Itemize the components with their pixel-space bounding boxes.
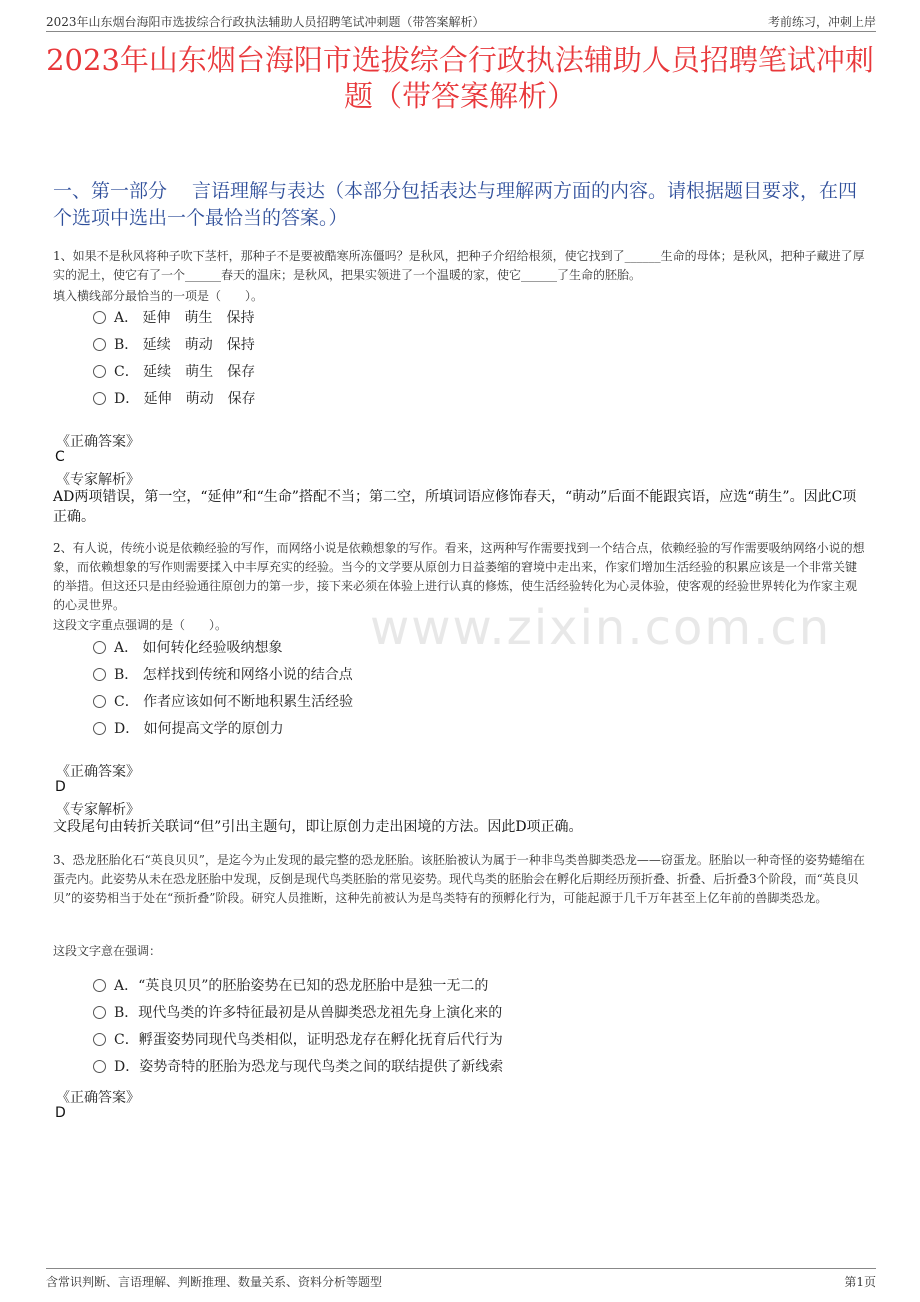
question-1-answer-label: 《正确答案》 bbox=[56, 434, 140, 450]
watermark: www.zixin.com.cn bbox=[370, 600, 832, 656]
question-3-option-b[interactable] bbox=[93, 1002, 502, 1024]
question-3-option-a[interactable] bbox=[93, 975, 488, 997]
question-2-option-a[interactable] bbox=[93, 637, 283, 659]
question-1-stem: 1、如果不是秋风将种子吹下茎杆，那种子不是要被酷寒所冻僵吗？是秋风，把种子介绍给根须，使它找到了______生命的母体；是秋风，把种子藏进了厚实的泥土，使它有了一个______春天的温床；是秋风，把果实领进了一个温暖的家，使它______了生命的胚胎。 bbox=[53, 249, 865, 282]
option-label: A．“英良贝贝”的胚胎姿势在已知的恐龙胚胎中是独一无二的 bbox=[114, 978, 489, 994]
option-label: C． 延续 萌生 保存 bbox=[114, 364, 256, 380]
question-1-answer: C bbox=[55, 449, 65, 465]
option-label: D． 延伸 萌动 保存 bbox=[114, 391, 256, 407]
question-1-option-d[interactable] bbox=[93, 388, 256, 410]
question-1-prompt: 填入横线部分最恰当的一项是（ ）。 bbox=[53, 289, 264, 303]
question-2-stem: 2、有人说，传统小说是依赖经验的写作，而网络小说是依赖想象的写作。看来，这两种写作需要找到一个结合点，依赖经验的写作需要吸纳网络小说的想象，而依赖想象的写作则需要揉入中丰厚充实的经验。当今的文学要从原创力日益萎缩的窘境中走出来，作家们增加生活经验的积累应该是一个非常关键的举措。但这还只是由经验通往原创力的第一步，接下来必须在体验上进行认真的修炼，使生活经验转化为心灵体验，使客观的经验世界转化为作家主观的心灵世界。 bbox=[53, 541, 865, 612]
header-slogan: 考前练习，冲刺上岸 bbox=[767, 15, 876, 29]
radio-icon[interactable] bbox=[93, 722, 106, 735]
page-number: 第1页 bbox=[844, 1275, 876, 1289]
option-label: B．现代鸟类的许多特征最初是从兽脚类恐龙祖先身上演化来的 bbox=[114, 1005, 503, 1021]
radio-icon[interactable] bbox=[93, 979, 106, 992]
question-2-analysis: 文段尾句由转折关联词“但”引出主题句，即让原创力走出困境的方法。因此D项正确。 bbox=[53, 819, 583, 835]
header-doc-title: 2023年山东烟台海阳市选拔综合行政执法辅助人员招聘笔试冲刺题（带答案解析） bbox=[46, 15, 485, 29]
option-label: D． 如何提高文学的原创力 bbox=[114, 721, 284, 737]
radio-icon[interactable] bbox=[93, 668, 106, 681]
radio-icon[interactable] bbox=[93, 1033, 106, 1046]
question-1-option-b[interactable] bbox=[93, 334, 255, 356]
option-label: C． 作者应该如何不断地积累生活经验 bbox=[114, 694, 354, 710]
question-3-stem: 3、恐龙胚胎化石“英良贝贝”，是迄今为止发现的最完整的恐龙胚胎。该胚胎被认为属于一种非鸟类兽脚类恐龙——窃蛋龙。胚胎以一种奇怪的姿势蜷缩在蛋壳内。此姿势从未在恐龙胚胎中发现，反倒是现代鸟类胚胎的常见姿势。现代鸟类的胚胎会在孵化后期经历预折叠、折叠、后折叠3个阶段，而“英良贝贝”的姿势相当于处在“预折叠”阶段。研究人员推断，这种先前被认为是鸟类特有的预孵化行为，可能起源于几千万年甚至上亿年前的兽脚类恐龙。 bbox=[53, 853, 865, 905]
question-1-option-a[interactable] bbox=[93, 307, 255, 329]
question-1-analysis: AD两项错误，第一空，“延伸”和“生命”搭配不当；第二空，所填词语应修饰春天，“萌动”后面不能跟宾语，应选“萌生”。因此C项正确。 bbox=[53, 489, 857, 525]
question-2-answer: D bbox=[55, 779, 66, 795]
question-2-prompt: 这段文字重点强调的是（ ）。 bbox=[53, 618, 228, 632]
question-3-answer: D bbox=[55, 1105, 66, 1121]
header-divider bbox=[46, 31, 876, 32]
question-1-option-c[interactable] bbox=[93, 361, 255, 383]
section-heading: 一、第一部分 言语理解与表达（本部分包括表达与理解两方面的内容。请根据题目要求，在四个选项中选出一个最恰当的答案。） bbox=[53, 180, 858, 229]
question-2-option-c[interactable] bbox=[93, 691, 353, 713]
question-3-answer-label: 《正确答案》 bbox=[56, 1090, 140, 1106]
option-label: A． 延伸 萌生 保持 bbox=[114, 310, 255, 326]
question-2-analysis-label: 《专家解析》 bbox=[56, 802, 140, 818]
radio-icon[interactable] bbox=[93, 695, 106, 708]
footer-divider bbox=[46, 1268, 876, 1269]
radio-icon[interactable] bbox=[93, 311, 106, 324]
document-title: 2023年山东烟台海阳市选拔综合行政执法辅助人员招聘笔试冲刺题（带答案解析） bbox=[46, 43, 874, 113]
footer-note: 含常识判断、言语理解、判断推理、数量关系、资料分析等题型 bbox=[46, 1275, 383, 1289]
question-2-option-d[interactable] bbox=[93, 718, 284, 740]
question-3-prompt: 这段文字意在强调： bbox=[53, 944, 162, 958]
question-3-option-c[interactable] bbox=[93, 1029, 503, 1051]
question-2-answer-label: 《正确答案》 bbox=[56, 764, 140, 780]
radio-icon[interactable] bbox=[93, 365, 106, 378]
page-header bbox=[0, 0, 920, 30]
option-label: C．孵蛋姿势同现代鸟类相似，证明恐龙存在孵化抚育后代行为 bbox=[114, 1032, 503, 1048]
question-2-option-b[interactable] bbox=[93, 664, 353, 686]
radio-icon[interactable] bbox=[93, 392, 106, 405]
radio-icon[interactable] bbox=[93, 1006, 106, 1019]
option-label: B． 延续 萌动 保持 bbox=[114, 337, 255, 353]
question-3-option-d[interactable] bbox=[93, 1056, 503, 1078]
option-label: D．姿势奇特的胚胎为恐龙与现代鸟类之间的联结提供了新线索 bbox=[114, 1059, 504, 1075]
radio-icon[interactable] bbox=[93, 1060, 106, 1073]
radio-icon[interactable] bbox=[93, 338, 106, 351]
question-1-analysis-label: 《专家解析》 bbox=[56, 472, 140, 488]
radio-icon[interactable] bbox=[93, 641, 106, 654]
option-label: B． 怎样找到传统和网络小说的结合点 bbox=[114, 667, 353, 683]
option-label: A． 如何转化经验吸纳想象 bbox=[114, 640, 283, 656]
